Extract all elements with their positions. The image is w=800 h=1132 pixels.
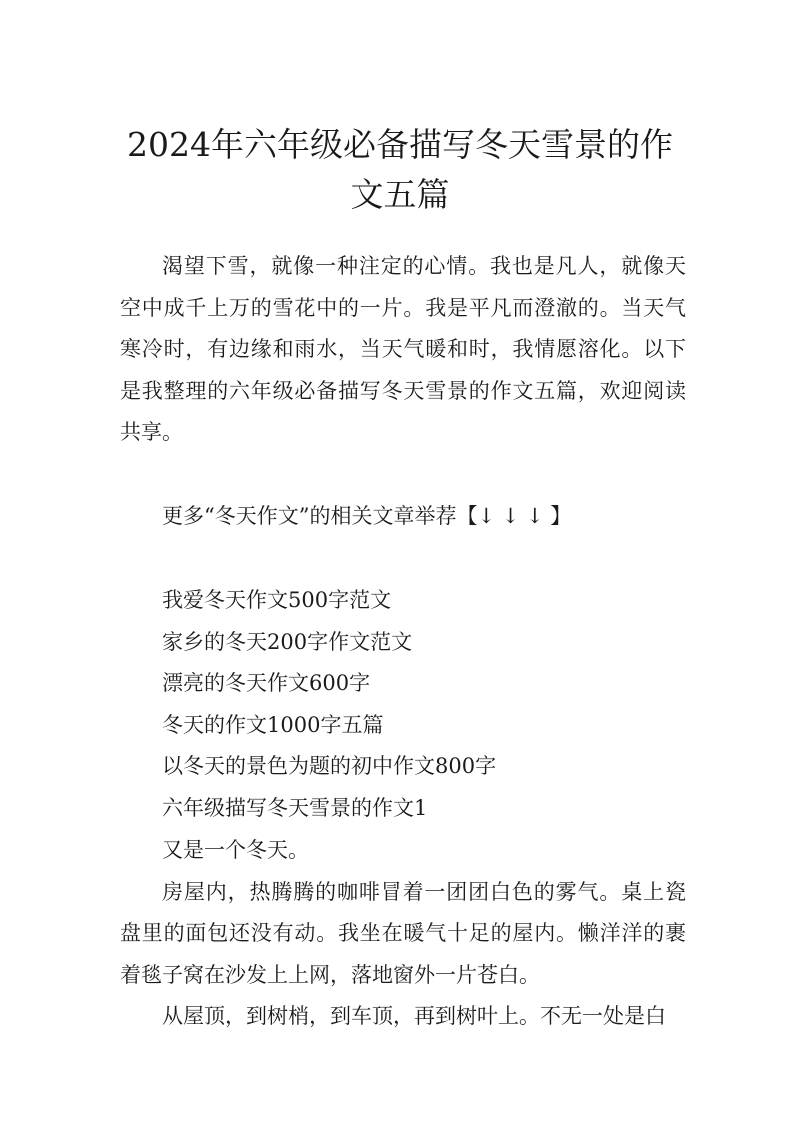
essay-body	[120, 830, 686, 1038]
related-article-list	[162, 580, 496, 829]
essay-paragraph: 房屋内，热腾腾的咖啡冒着一团团白色的雾气。桌上瓷盘里的面包还没有动。我坐在暖气十足的屋内。懒洋洋的裹着毯子窝在沙发上上网，落地窗外一片苍白。	[120, 879, 686, 987]
essay-paragraph: 从屋顶，到树梢，到车顶，再到树叶上。不无一处是白	[162, 1004, 666, 1028]
intro-paragraph: 渴望下雪，就像一种注定的心情。我也是凡人，就像天空中成千上万的雪花中的一片。我是平凡而澄澈的。当天气寒冷时，有边缘和雨水，当天气暖和时，我情愿溶化。以下是我整理的六年级必备描写冬天雪景的作文五篇，欢迎阅读共享。	[120, 254, 686, 444]
related-article-link[interactable]: 冬天的作文1000字五篇	[162, 712, 384, 737]
essay-heading: 六年级描写冬天雪景的作文1	[162, 795, 428, 820]
related-article-link[interactable]: 家乡的冬天200字作文范文	[162, 629, 413, 654]
document-title: 2024年六年级必备描写冬天雪景的作文五篇	[127, 125, 673, 214]
related-article-link[interactable]: 我爱冬天作文500字范文	[162, 588, 392, 612]
related-article-link[interactable]: 漂亮的冬天作文600字	[162, 671, 371, 695]
essay-paragraph: 又是一个冬天。	[162, 838, 309, 862]
related-article-link[interactable]: 以冬天的景色为题的初中作文800字	[162, 754, 497, 778]
more-recommend-line[interactable]: 更多“冬天作文”的相关文章举荐【↓ ↓ ↓ 】	[162, 504, 572, 528]
